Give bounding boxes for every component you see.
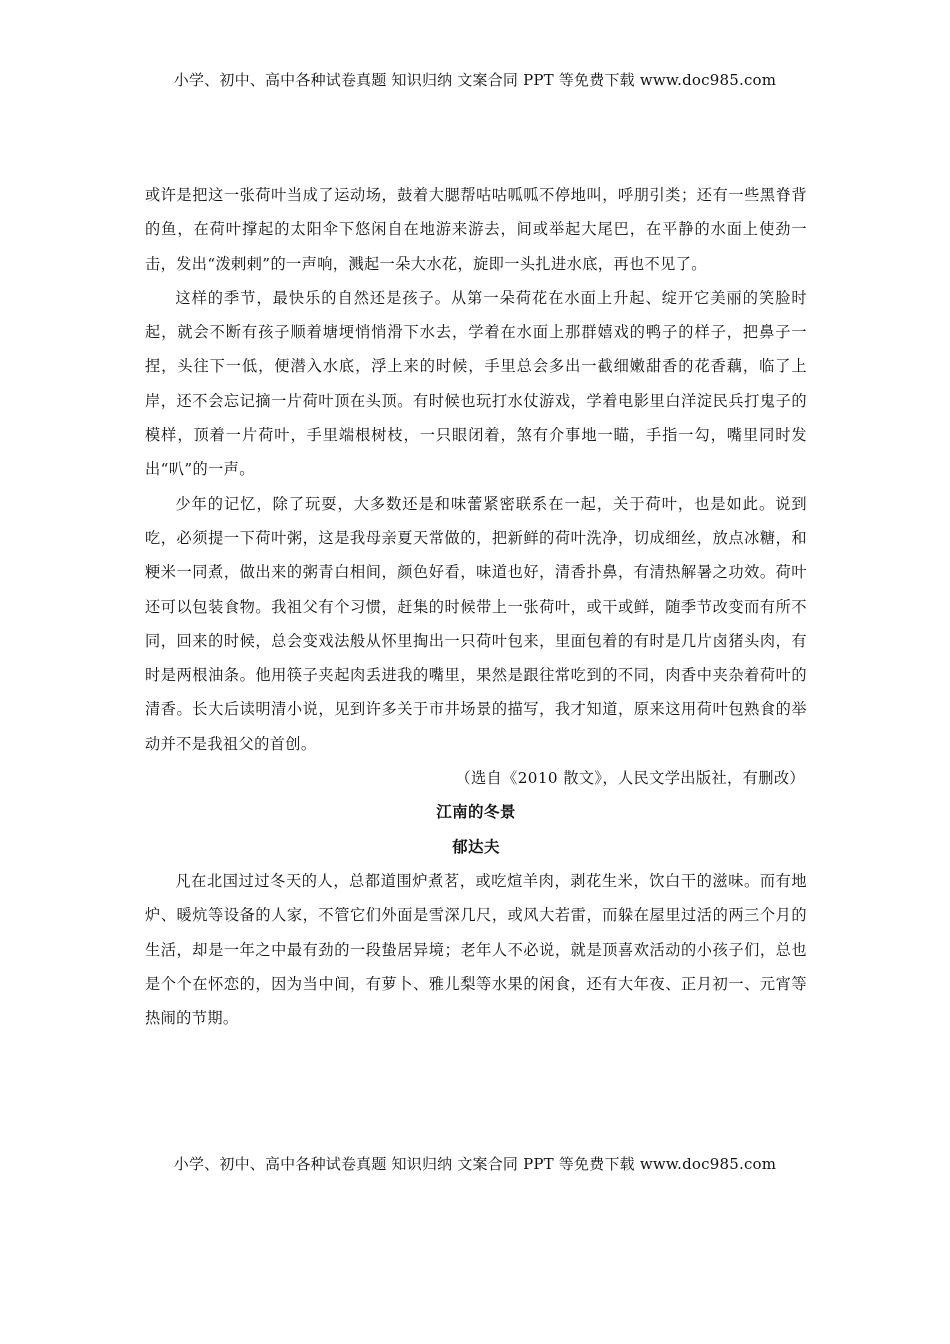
article2-title: 江南的冬景 bbox=[436, 803, 516, 822]
article2-author: 郁达夫 bbox=[452, 837, 500, 856]
article1-source-citation: （选自《2010 散文》，人民文学出版社，有删改） bbox=[455, 769, 805, 788]
article1-paragraph-2: 这样的季节，最快乐的自然还是孩子。从第一朵荷花在水面上升起、绽开它美丽的笑脸时起，就会不断有孩子顺着塘埂悄悄滑下水去，学着在水面上那群嬉戏的鸭子的样子，把鼻子一捏，头往下一低，便潜入水底，浮上来的时候，手里总会多出一截细嫩甜香的花香藕，临了上岸，还不会忘记摘一片荷叶顶在头顶。有时候也玩打水仗游戏，学着电影里白洋淀民兵打鬼子的模样，顶着一片荷叶，手里端根树枝，一只眼闭着，煞有介事地一瞄，手指一勾，嘴里同时发出“叭”的一声。 bbox=[145, 288, 807, 479]
article1-paragraph-1: 或许是把这一张荷叶当成了运动场，鼓着大腮帮咕咕呱呱不停地叫，呼朋引类；还有一些黑脊背的鱼，在荷叶撑起的太阳伞下悠闲自在地游来游去，间或举起大尾巴，在平静的水面上使劲一击，发出“泼剌剌”的一声响，溅起一朵大水花，旋即一头扎进水底，再也不见了。 bbox=[145, 186, 807, 273]
document-body bbox=[145, 178, 807, 1035]
page-header: 小学、初中、高中各种试卷真题 知识归纳 文案合同 PPT 等免费下载 www.doc985.com bbox=[173, 71, 777, 89]
article2-paragraph-1: 凡在北国过过冬天的人，总都道围炉煮茗，或吃煊羊肉，剥花生米，饮白干的滋味。而有地炉、暖炕等设备的人家，不管它们外面是雪深几尺，或风大若雷，而躲在屋里过活的两三个月的生活，却是一年之中最有劲的一段蛰居异境；老年人不必说，就是顶喜欢活动的小孩子们，总也是个个在怀恋的，因为当中间，有萝卜、雅儿梨等水果的闲食，还有大年夜、正月初一、元宵等热闹的节期。 bbox=[145, 871, 807, 1028]
article1-paragraph-3: 少年的记忆，除了玩耍，大多数还是和味蕾紧密联系在一起，关于荷叶，也是如此。说到吃，必须提一下荷叶粥，这是我母亲夏天常做的，把新鲜的荷叶洗净，切成细丝，放点冰糖，和粳米一同煮，做出来的粥青白相间，颜色好看，味道也好，清香扑鼻，有清热解暑之功效。荷叶还可以包装食物。我祖父有个习惯，赶集的时候带上一张荷叶，或干或鲜，随季节改变而有所不同，回来的时候，总会变戏法般从怀里掏出一只荷叶包来，里面包着的有时是几片卤猪头肉，有时是两根油条。他用筷子夹起肉丢进我的嘴里，果然是跟往常吃到的不同，肉香中夹杂着荷叶的清香。长大后读明清小说，见到许多关于市井场景的描写，我才知道，原来这用荷叶包熟食的举动并不是我祖父的首创。 bbox=[145, 494, 807, 753]
page-footer: 小学、初中、高中各种试卷真题 知识归纳 文案合同 PPT 等免费下载 www.doc985.com bbox=[173, 1155, 777, 1173]
